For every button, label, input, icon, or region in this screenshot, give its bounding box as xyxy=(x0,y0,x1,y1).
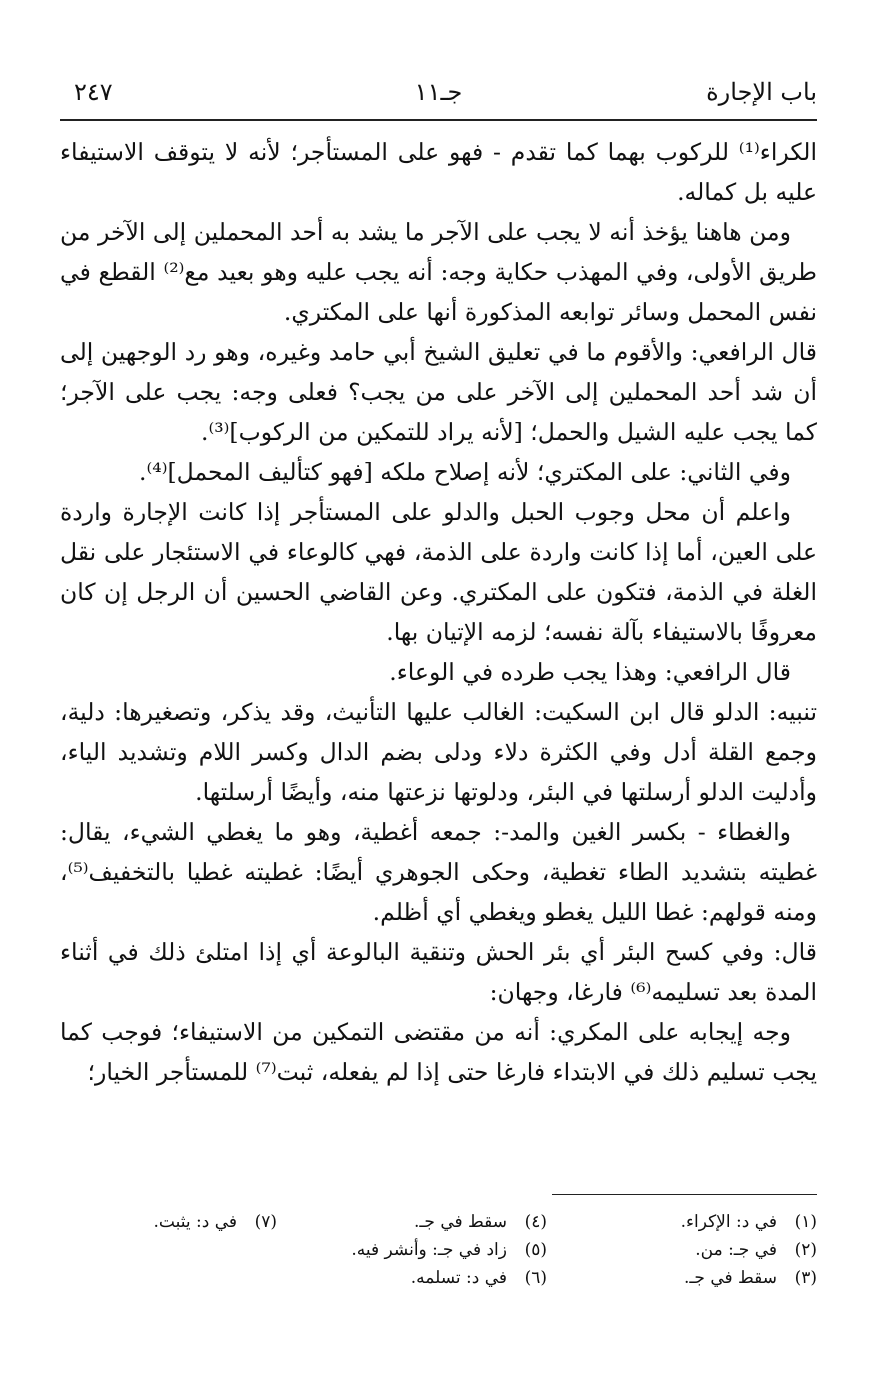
paragraph: تنبيه: الدلو قال ابن السكيت: الغالب عليها التأنيث، وقد يذكر، وتصغيرها: دلية، وجمع القلة أدل وفي الكثرة دلاء ودلى بضم الدال وكسر اللام وتشديد الياء، وأدليت الدلو أرسلتها في البئر، ودلوتها نزعتها منه، وأيضًا أرسلتها. xyxy=(60,698,817,806)
header-rule xyxy=(60,119,817,121)
footnote-number: (٥) xyxy=(524,1240,547,1260)
paragraph: ومن هاهنا يؤخذ أنه لا يجب على الآجر ما يشد به أحد المحملين إلى الآخر من طريق الأولى، وفي المهذب حكاية وجه: أنه يجب عليه وهو بعيد مع⁽²⁾ القطع في نفس المحمل وسائر توابعه المذكورة أنها على المكتري. xyxy=(60,218,817,326)
footnote-text: في د: تسلمه. xyxy=(410,1268,507,1288)
footnote-row xyxy=(60,1264,817,1292)
footnote xyxy=(547,1264,817,1292)
footnote xyxy=(547,1208,817,1236)
footnote xyxy=(277,1236,547,1264)
footnote-number: (٢) xyxy=(794,1240,817,1260)
footnote-number: (٤) xyxy=(524,1212,547,1232)
paragraph: واعلم أن محل وجوب الحبل والدلو على المستأجر إذا كانت الإجارة واردة على العين، أما إذا كانت واردة على الذمة، فهي كالوعاء في الاستئجار على نقل الغلة في الذمة، فتكون على المكتري. وعن القاضي الحسين أن الرجل إن كان معروفًا بالاستيفاء بآلة نفسه؛ لزمه الإتيان بها. xyxy=(60,498,817,646)
footnote xyxy=(277,1264,547,1292)
footnote-number: (٣) xyxy=(794,1268,817,1288)
paragraph: وفي الثاني: على المكتري؛ لأنه إصلاح ملكه [فهو كتأليف المحمل]⁽⁴⁾. xyxy=(139,458,791,486)
footnotes xyxy=(60,1208,817,1292)
paragraph: وجه إيجابه على المكري: أنه من مقتضى التمكين من الاستيفاء؛ فوجب كما يجب تسليم ذلك في الابتداء فارغا حتى إذا لم يفعله، ثبت⁽⁷⁾ للمستأجر الخيار؛ xyxy=(60,1018,817,1086)
page-number: ٢٤٧ xyxy=(74,78,113,106)
footnote-text: سقط في جـ. xyxy=(414,1212,507,1232)
chapter-title: باب الإجارة xyxy=(706,78,817,106)
footnote-number: (١) xyxy=(794,1212,817,1232)
footnote-text: سقط في جـ. xyxy=(684,1268,777,1288)
paragraph: والغطاء - بكسر الغين والمد-: جمعه أغطية، وهو ما يغطي الشيء، يقال: غطيته بتشديد الطاء تغطية، وحكى الجوهري أيضًا: غطيته غطيا بالتخفيف⁽⁵⁾، ومنه قولهم: غطا الليل يغطو ويغطي أي أظلم. xyxy=(60,818,817,926)
footnote xyxy=(547,1236,817,1264)
footnote xyxy=(60,1208,277,1236)
footnote-rule xyxy=(552,1194,817,1195)
footnote-text: في د: الإكراء. xyxy=(680,1212,777,1232)
footnote-text: في جـ: من. xyxy=(695,1240,777,1260)
paragraph: الكراء⁽¹⁾ للركوب بهما كما تقدم - فهو على المستأجر؛ لأنه لا يتوقف الاستيفاء عليه بل كماله. xyxy=(60,138,817,206)
footnote-row xyxy=(60,1236,817,1264)
footnote-number: (٦) xyxy=(524,1268,547,1288)
book-page xyxy=(60,60,817,1340)
footnote-row xyxy=(60,1208,817,1236)
paragraph: قال الرافعي: وهذا يجب طرده في الوعاء. xyxy=(389,658,791,686)
main-text xyxy=(60,132,817,1092)
footnote-number: (٧) xyxy=(254,1212,277,1232)
paragraph: قال الرافعي: والأقوم ما في تعليق الشيخ أبي حامد وغيره، وهو رد الوجهين إلى أن شد أحد المحملين إلى الآخر على من يجب؟ فعلى وجه: يجب على الآجر؛ كما يجب عليه الشيل والحمل؛ [لأنه يراد للتمكين من الركوب]⁽³⁾. xyxy=(60,338,817,446)
footnote-text: زاد في جـ: وأنشر فيه. xyxy=(351,1240,507,1260)
paragraph: قال: وفي كسح البئر أي بئر الحش وتنقية البالوعة أي إذا امتلئ ذلك في أثناء المدة بعد تسليمه⁽⁶⁾ فارغا، وجهان: xyxy=(60,938,817,1006)
running-head xyxy=(60,78,817,118)
footnote xyxy=(277,1208,547,1236)
footnote-text: في د: يثبت. xyxy=(153,1212,237,1232)
volume-label: جـ١١ xyxy=(414,78,463,106)
